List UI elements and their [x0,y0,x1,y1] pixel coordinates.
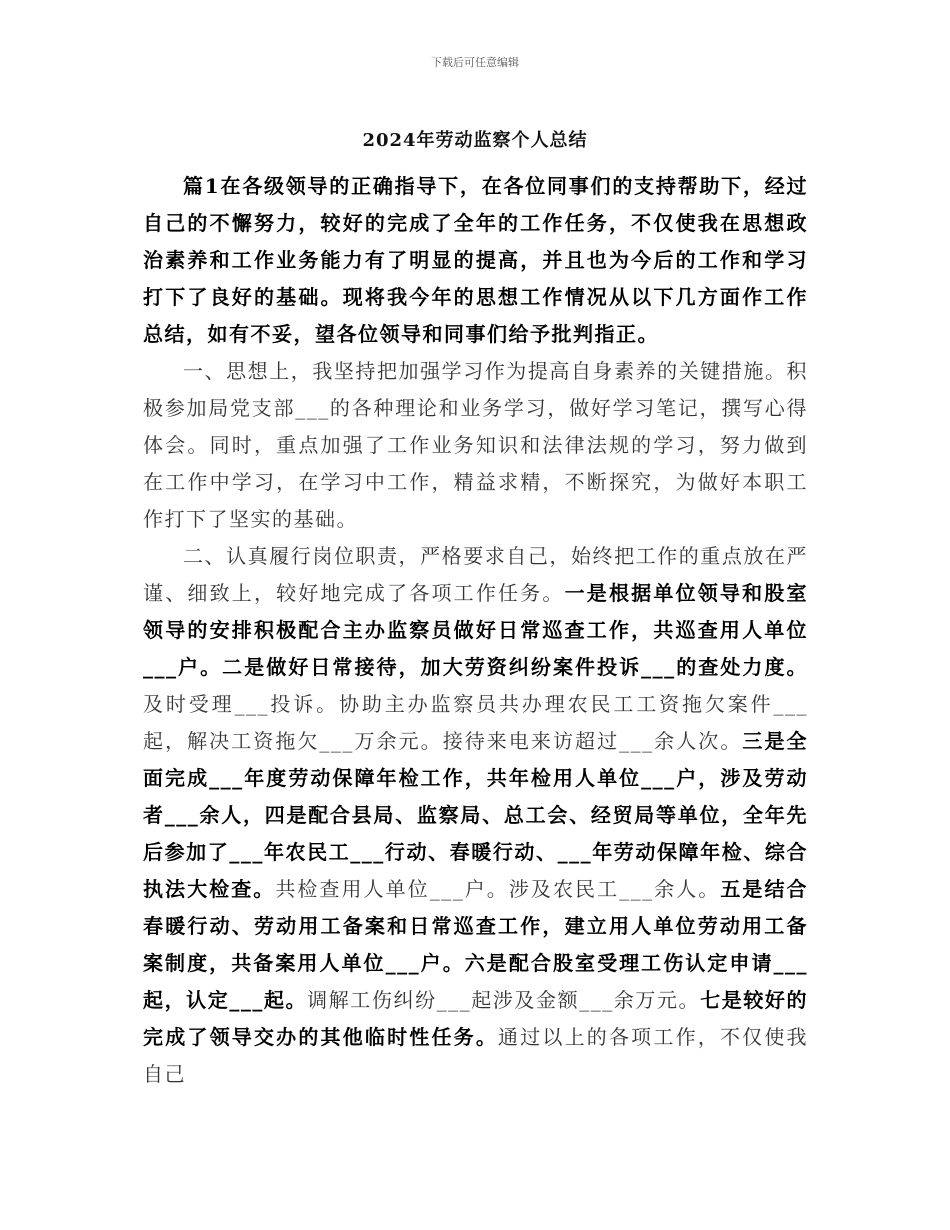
section-2-text-2: 一是根据单位领导和股室领导的安排积极配合主办监察员做好日常巡查工作，共巡查用人单位___户。二是做好日常接待，加大劳资纠纷案件投诉___的查处力度。 [143,581,809,679]
header-note: 下载后可任意编辑 [431,56,519,69]
section-2-text-7: 调解工伤纠纷___起涉及金额___余万元。 [307,988,701,1012]
section-1-paragraph: 一、思想上，我坚持把加强学习作为提高自身素养的关键措施。积极参加局党支部___的各种理论和业务学习，做好学习笔记，撰写心得体会。同时，重点加强了工作业务知识和法律法规的学习，努力做到在工作中学习，在学习中工作，精益求精，不断探究，为做好本职工作打下了坚实的基础。 [143,359,808,531]
section-2-text-6: 五是结合春暖行动、劳动用工备案和日常巡查工作，建立用人单位劳动用工备案制度，共备案用人单位___户。六是配合股室受理工伤认定申请___起，认定___起。 [143,877,809,1012]
document-body [143,168,808,1093]
section-2-text-8: 七是较好的完成了领导交办的其他临时性任务。 [143,988,809,1049]
section-2-text-9: 通过以上的各项工作，不仅使我自己 [143,1025,809,1086]
section-2-text-3: 及时受理___投诉。协助主办监察员共办理农民工工资拖欠案件___起，解决工资拖欠___万余元。接待来电来访超过___余人次。 [143,692,808,753]
document-title: 2024年劳动监察个人总结 [362,130,588,151]
section-2-text-1: 二、认真履行岗位职责，严格要求自己，始终把工作的重点放在严谨、细致上，较好地完成了各项工作任务。 [143,544,808,605]
section-2-text-5: 共检查用人单位___户。涉及农民工___余人。 [275,877,721,901]
section-2-text-4: 三是全面完成___年度劳动保障年检工作，共年检用人单位___户，涉及劳动者___余人，四是配合县局、监察局、总工会、经贸局等单位，全年先后参加了___年农民工___行动、春暖行动、___年劳动保障年检、综合执法大检查。 [143,729,809,901]
intro-paragraph: 篇1在各级领导的正确指导下，在各位同事们的支持帮助下，经过自己的不懈努力，较好的完成了全年的工作任务，不仅使我在思想政治素养和工作业务能力有了明显的提高，并且也为今后的工作和学习打下了良好的基础。现将我今年的思想工作情况从以下几方面作工作总结，如有不妥，望各位领导和同事们给予批判指正。 [143,174,808,346]
section-2-paragraph [143,538,808,1093]
